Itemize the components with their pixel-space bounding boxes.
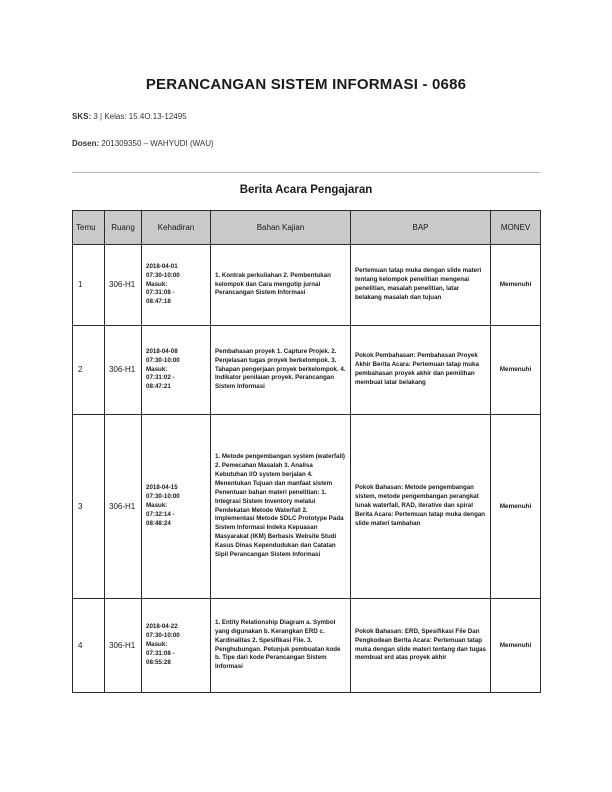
kehadiran-date: 2018-04-15	[146, 484, 178, 492]
kehadiran-time: 07:30-10:00	[146, 632, 180, 640]
kehadiran-date: 2018-04-01	[146, 262, 178, 270]
header-kehadiran: Kehadiran	[142, 211, 211, 245]
cell-kehadiran	[142, 326, 211, 415]
cell-temu: 3	[73, 415, 105, 599]
cell-kehadiran	[142, 599, 211, 693]
kehadiran-masuk: Masuk:	[146, 502, 168, 509]
table-row	[73, 599, 541, 693]
kehadiran-masuk: Masuk:	[146, 280, 168, 288]
sks-label: SKS:	[72, 112, 92, 121]
header-bahan-kajian: Bahan Kajian	[211, 211, 351, 245]
header-temu: Temu	[73, 211, 105, 245]
cell-bahan-kajian: 1. Metode pengembangan system (waterfall) 2. Pemecahan Masalah 3. Analisa Kebutuhan I/O system berjalan 4. Menentukan Tujuan dan manfaat sistem Penentuan bahan materi penelitian: 1. Integrasi Sistem Inventory melalui Pendekatan Metode Waterfall 2. Implementasi Metode SDLC Prototype Pada Sistem Informasi Indeks Kepuasan Masyarakat (IKM) Berbasis Website Studi Kasus Dinas Kependudukan dan Catatan Sipil Perancangan Sistem Informasi	[211, 415, 351, 599]
cell-temu: 2	[73, 326, 105, 415]
kehadiran-in: 07:32:14 -	[146, 510, 175, 518]
kehadiran-time: 07:30-10:00	[146, 271, 180, 279]
kehadiran-in: 07:31:02 -	[146, 374, 175, 382]
kehadiran-masuk: Masuk:	[146, 641, 168, 648]
cell-kehadiran	[142, 245, 211, 326]
page-title: PERANCANGAN SISTEM INFORMASI - 0686	[145, 76, 467, 93]
dosen-value: 201309350 – WAHYUDI (WAU)	[101, 139, 214, 148]
table-row	[73, 245, 541, 326]
kehadiran-time: 07:30-10:00	[146, 493, 180, 501]
cell-bahan-kajian: 1. Entity Relationship Diagram a. Symbol yang digunakan b. Kerangkan ERD c. Kardinalitas 2. Spesifikasi File. 3. Penghubungan. Petunjuk pembuatan kode b. Tipe dari kode Perancangan Sistem Informasi	[211, 599, 351, 693]
header-monev: MONEV	[491, 211, 541, 245]
cell-monev: Memenuhi	[491, 599, 541, 693]
kehadiran-date: 2018-04-22	[146, 623, 178, 631]
sks-kelas-line	[72, 112, 187, 121]
kehadiran-out: 08:55:28	[146, 658, 171, 666]
kehadiran-date: 2018-04-08	[146, 347, 178, 355]
cell-temu: 4	[73, 599, 105, 693]
table-header-row	[73, 211, 541, 245]
cell-monev: Memenuhi	[491, 415, 541, 599]
dosen-label: Dosen:	[72, 139, 100, 148]
berita-acara-table	[72, 210, 541, 693]
cell-bap: Pokok Bahasan: Metode pengembangan sistem, metode pengembangan perangkat lunak waterfall, RAD, iterative dan spiral Berita Acara: Pertemuan tatap muka dengan slide materi tambahan	[351, 415, 491, 599]
sks-kelas-value: 3 | Kelas: 15.4O.13-12495	[93, 112, 187, 121]
cell-bap: Pokok Bahasan: ERD, Spesifikasi File Dan Pengkodean Berita Acara: Pertemuan tatap muka dengan slide materi tentang dan tugas membuat erd atas proyek akhir	[351, 599, 491, 693]
cell-monev: Memenuhi	[491, 245, 541, 326]
cell-bahan-kajian: Pembahasan proyek 1. Capture Projek. 2. Penjelasan tugas proyek berkelompok. 3. Tahapan pengerjaan proyek berkelompok. 4. Indikator penilaian proyek. Perancangan Sistem Informasi	[211, 326, 351, 415]
kehadiran-out: 08:47:18	[146, 298, 171, 306]
cell-kehadiran	[142, 415, 211, 599]
cell-ruang: 306-H1	[105, 415, 142, 599]
cell-ruang: 306-H1	[105, 599, 142, 693]
cell-monev: Memenuhi	[491, 326, 541, 415]
kehadiran-in: 07:31:08 -	[146, 289, 175, 297]
divider	[72, 172, 540, 173]
cell-bahan-kajian: 1. Kontrak perkuliahan 2. Pembentukan kelompok dan Cara mengutip jurnal Perancangan Sistem Informasi	[211, 245, 351, 326]
kehadiran-out: 08:48:24	[146, 519, 171, 527]
cell-temu: 1	[73, 245, 105, 326]
header-bap: BAP	[351, 211, 491, 245]
dosen-line	[72, 139, 214, 148]
header-ruang: Ruang	[105, 211, 142, 245]
kehadiran-in: 07:31:08 -	[146, 649, 175, 657]
cell-bap: Pertemuan tatap muka dengan slide materi tentang kelompok penelitian mengenai penelitian, masalah penelitian, latar belakang masalah dan tujuan	[351, 245, 491, 326]
cell-ruang: 306-H1	[105, 245, 142, 326]
kehadiran-masuk: Masuk:	[146, 365, 168, 373]
kehadiran-out: 08:47:21	[146, 383, 171, 391]
table-row	[73, 415, 541, 599]
table-row	[73, 326, 541, 415]
kehadiran-time: 07:30-10:00	[146, 356, 180, 364]
cell-ruang: 306-H1	[105, 326, 142, 415]
cell-bap: Pokok Pembahasan: Pembahasan Proyek Akhir Berita Acara: Pertemuan tatap muka pembahasan proyek akhir dan pemilihan membuat latar belakang	[351, 326, 491, 415]
section-title: Berita Acara Pengajaran	[239, 184, 373, 196]
